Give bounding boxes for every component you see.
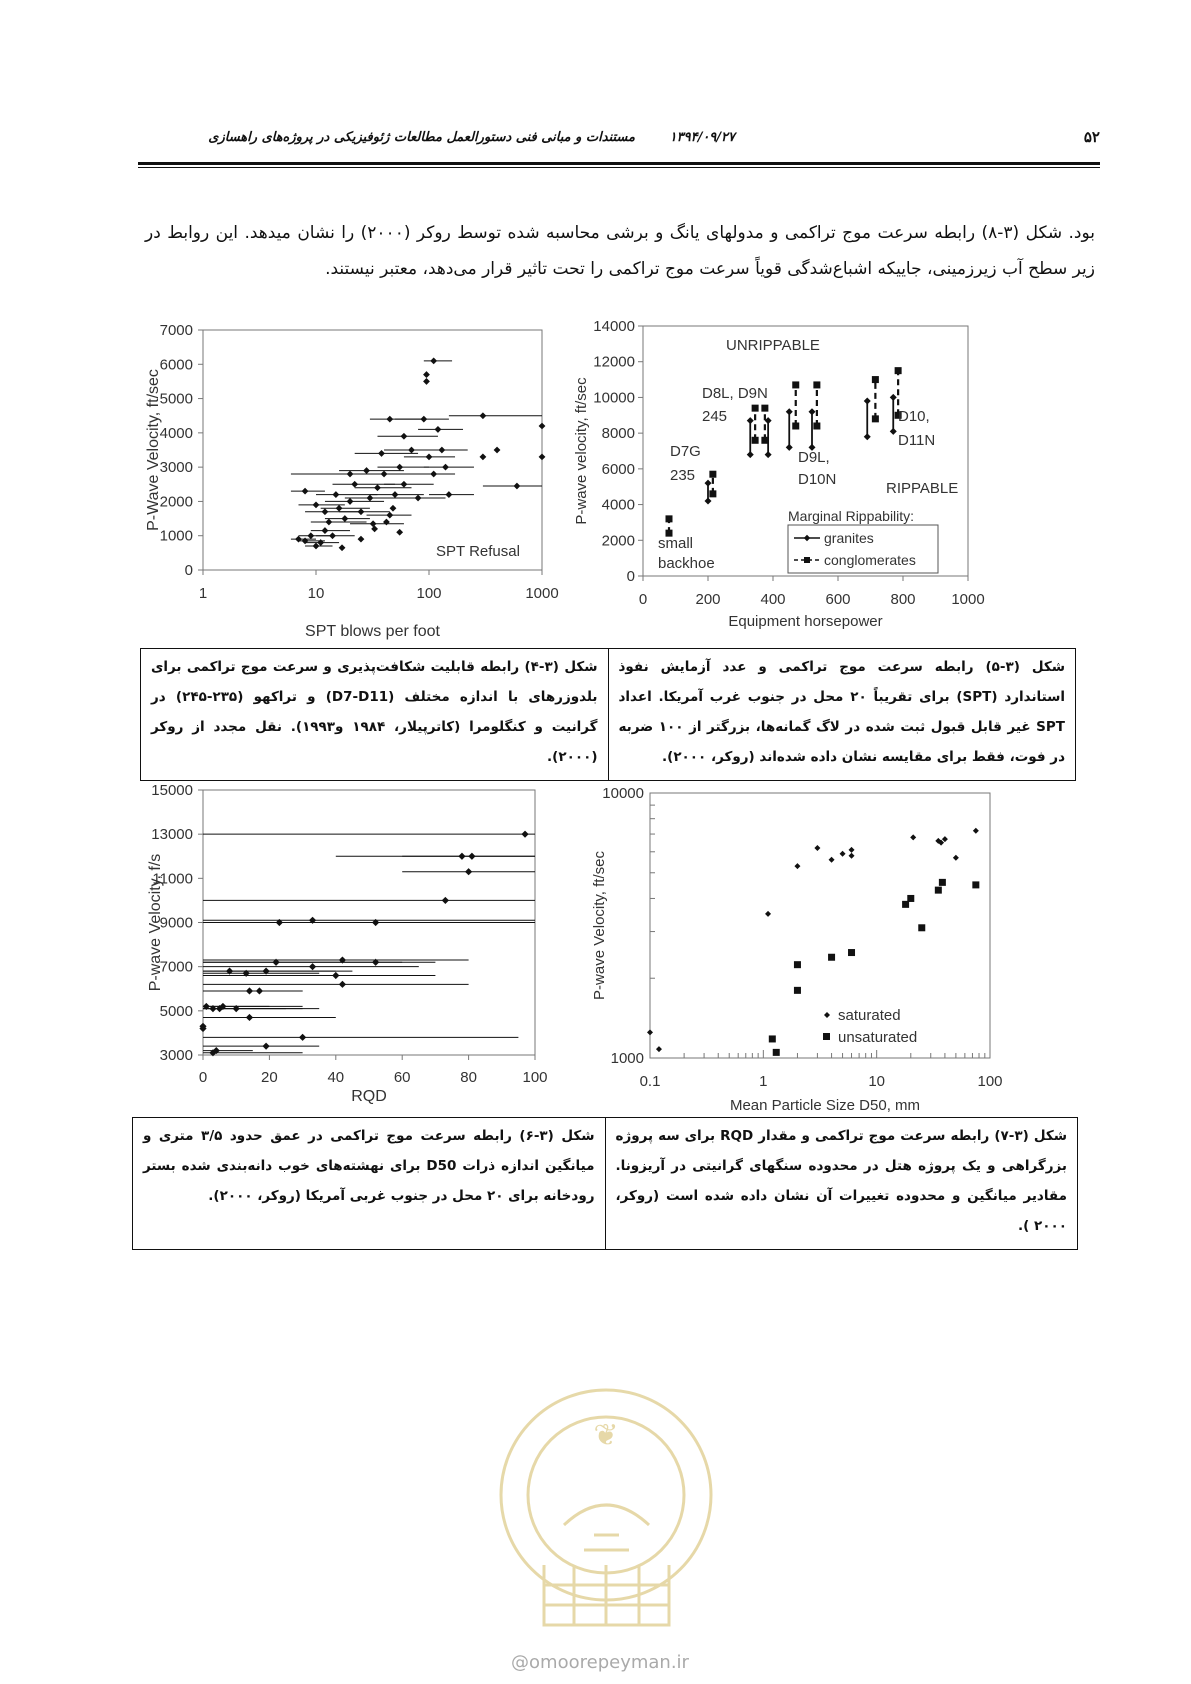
y-axis-label: P-wave velocity, ft/sec	[573, 377, 590, 525]
legend-label-unsaturated: unsaturated	[838, 1029, 918, 1046]
conglomerate-point	[872, 376, 879, 383]
saturated-point	[814, 845, 820, 851]
data-point	[480, 412, 487, 419]
x-tick-label: 80	[460, 1069, 477, 1086]
conglomerate-point	[813, 423, 820, 430]
x-tick-label: 100	[977, 1073, 1003, 1090]
y-tick-label: 11000	[152, 870, 193, 888]
plot-frame	[650, 793, 990, 1058]
data-point	[468, 853, 475, 860]
legend-title: Marginal Rippability:	[788, 508, 915, 524]
y-tick-label: 2000	[601, 532, 635, 550]
conglomerate-point	[792, 381, 799, 388]
chart-label: UNRIPPABLE	[726, 337, 820, 354]
y-tick-label: 0	[626, 568, 635, 585]
chart-label: backhoe	[658, 555, 715, 572]
granite-point	[705, 498, 712, 505]
unsaturated-point	[972, 881, 979, 888]
y-tick-label: 10000	[602, 785, 644, 802]
x-tick-label: 60	[393, 1069, 411, 1086]
granite-point	[864, 433, 871, 440]
conglomerate-point	[872, 415, 879, 422]
y-tick-label: 14000	[593, 318, 635, 335]
y-tick-label: 8000	[601, 425, 635, 443]
y-tick-label: 7000	[159, 958, 193, 976]
data-point	[426, 453, 433, 460]
unsaturated-point	[848, 949, 855, 956]
y-tick-label: 2000	[159, 493, 193, 511]
data-point	[322, 527, 329, 534]
y-tick-label: 13000	[151, 826, 193, 844]
saturated-point	[953, 855, 959, 861]
data-point	[415, 495, 422, 502]
data-point	[341, 515, 348, 522]
legend-marker-unsaturated	[823, 1033, 830, 1040]
caption-fig-3-5: شکل (۳-۵) رابطه سرعت موج تراکمی و عدد آزمایش نفوذ استاندارد (SPT) برای تقریباً ۲۰ محل در جنوب غرب آمریکا. اعداد SPT غیر قابل قبول ثبت شده در لاگ گمانه‌ها، بزرگتر از ۱۰۰ ضربه در فوت، فقط برای مقایسه نشان داده شده‌اند (روکر، ۲۰۰۰).	[608, 649, 1076, 781]
data-point	[363, 467, 370, 474]
saturated-point	[973, 828, 979, 834]
y-tick-label: 3000	[159, 1047, 193, 1064]
y-tick-label: 0	[184, 562, 193, 579]
data-point	[539, 423, 546, 430]
data-point	[256, 987, 263, 994]
unsaturated-point	[935, 887, 942, 894]
y-tick-label: 4000	[159, 424, 193, 442]
unsaturated-point	[939, 879, 946, 886]
y-tick-label: 4000	[601, 496, 635, 514]
data-point	[438, 447, 445, 454]
saturated-point	[849, 853, 855, 859]
data-point	[351, 481, 358, 488]
data-point	[442, 897, 449, 904]
chart-label: 235	[670, 467, 696, 484]
chart-rippability	[573, 318, 1078, 640]
data-point	[332, 972, 339, 979]
granite-point	[705, 480, 712, 487]
y-axis-label: P-Wave Velocity, ft/sec	[145, 369, 162, 531]
data-point	[435, 426, 442, 433]
granite-point	[809, 408, 816, 415]
y-tick-label: 5000	[159, 1002, 193, 1020]
y-tick-label: 6000	[601, 460, 635, 478]
legend-label-conglomerates: conglomerates	[824, 552, 916, 568]
unsaturated-point	[794, 987, 801, 994]
x-tick-label: 100	[522, 1069, 548, 1086]
data-point	[423, 378, 430, 385]
x-tick-label: 10	[868, 1073, 886, 1090]
granite-point	[786, 408, 793, 415]
data-point	[442, 464, 449, 471]
data-point	[430, 471, 437, 478]
data-point	[336, 505, 343, 512]
data-point	[386, 416, 393, 423]
chart-spt-velocity	[140, 318, 570, 650]
caption-fig-3-4: شکل (۳-۴) رابطه قابلیت شکافت‌پذیری و سرعت موج تراکمی برای بلدوزرهای با اندازه مختلف (D7-D11) و تراکهو (۲۳۵-۲۴۵) در گرانیت و کنگلومرا (کاترپیلار، ۱۹۸۴ و۱۹۹۳). نقل مجدد از روکر (۲۰۰۰).	[141, 649, 609, 781]
x-tick-label: 0	[638, 591, 648, 608]
chart-label: small	[658, 535, 694, 552]
conglomerate-point	[709, 490, 716, 497]
y-tick-label: 7000	[159, 322, 193, 339]
granite-point	[786, 444, 793, 451]
y-tick-label: 15000	[151, 782, 193, 799]
conglomerate-point	[895, 367, 902, 374]
y-axis-label: P-wave Velocity, f/s	[147, 853, 164, 992]
chart-label: D9L,	[798, 449, 830, 466]
body-paragraph: بود. شکل (۳-۸) رابطه سرعت موج تراکمی و مدولهای یانگ و برشی محاسبه شده توسط روکر (۲۰۰۰) را نشان میدهد. این روابط در زیر سطح آب زیرزمینی، جاییکه اشباع‌شدگی قویاً سرعت موج تراکمی را تحت تاثیر قرار می‌دهد، معتبر نیستند.	[145, 223, 1095, 279]
page-number: ۵۲	[1083, 128, 1100, 146]
data-point	[358, 508, 365, 515]
x-tick-label: 200	[695, 591, 721, 608]
conglomerate-point	[752, 437, 759, 444]
unsaturated-point	[907, 895, 914, 902]
y-tick-label: 1000	[610, 1050, 644, 1067]
chart-label: RIPPABLE	[886, 480, 959, 497]
data-point	[299, 1034, 306, 1041]
caption-table-2	[132, 1117, 1078, 1250]
chart-label: D7G	[670, 443, 701, 460]
x-tick-label: 20	[261, 1069, 278, 1086]
x-tick-label: 40	[327, 1069, 345, 1086]
data-point	[309, 963, 316, 970]
granite-point	[890, 428, 897, 435]
x-tick-label: 0	[198, 1069, 208, 1086]
data-point	[307, 532, 314, 539]
data-point	[480, 453, 487, 460]
chart-label: D11N	[898, 432, 936, 449]
data-point	[494, 447, 501, 454]
unsaturated-point	[918, 924, 925, 931]
caption-fig-3-6: شکل (۳-۶) رابطه سرعت موج تراکمی در عمق حدود ۳/۵ متری و میانگین اندازه ذرات D50 برای نهشته‌های خوب دانه‌بندی شده بستر رودخانه برای ۲۰ محل در جنوب غربی آمریکا (روکر، ۲۰۰۰).	[133, 1118, 606, 1250]
plot-frame	[203, 330, 542, 570]
saturated-point	[794, 863, 800, 869]
x-axis-label: SPT blows per foot	[305, 623, 440, 640]
x-axis-label: Mean Particle Size D50, mm	[729, 1097, 921, 1114]
saturated-point	[647, 1029, 653, 1035]
data-point	[325, 519, 332, 526]
saturated-point	[910, 834, 916, 840]
data-point	[430, 357, 437, 364]
y-tick-label: 6000	[159, 356, 193, 374]
data-point	[423, 371, 430, 378]
svg-text:❦: ❦	[593, 1418, 619, 1453]
header-rule-thick	[138, 162, 1100, 165]
data-point	[386, 512, 393, 519]
data-point	[408, 447, 415, 454]
header-rule-thin	[138, 167, 1100, 168]
data-point	[465, 868, 472, 875]
data-point	[514, 483, 521, 490]
data-point	[339, 544, 346, 551]
y-tick-label: 1000	[159, 527, 193, 545]
x-tick-label: 1000	[951, 591, 985, 608]
data-point	[295, 536, 302, 543]
unsaturated-point	[769, 1035, 776, 1042]
legend-marker-saturated	[824, 1012, 830, 1018]
data-point	[390, 505, 397, 512]
conglomerate-point	[761, 405, 768, 412]
unsaturated-point	[794, 961, 801, 968]
header-date: ۱۳۹۴/۰۹/۲۷	[669, 130, 735, 145]
granite-point	[765, 451, 772, 458]
chart-label: D8L, D9N	[702, 385, 768, 402]
y-tick-label: 12000	[593, 353, 635, 371]
conglomerate-point	[666, 515, 673, 522]
data-point	[367, 495, 374, 502]
chart-label: D10,	[898, 408, 930, 425]
data-point	[392, 491, 399, 498]
data-point	[358, 536, 365, 543]
saturated-point	[765, 911, 771, 917]
saturated-point	[942, 836, 948, 842]
data-point	[262, 1043, 269, 1050]
x-tick-label: 1000	[525, 585, 559, 602]
unsaturated-point	[773, 1049, 780, 1056]
granite-point	[747, 417, 754, 424]
data-point	[378, 450, 385, 457]
y-tick-label: 3000	[159, 459, 193, 477]
legend-label-saturated: saturated	[838, 1007, 901, 1024]
chart-label: 245	[702, 408, 728, 425]
x-axis-label: RQD	[351, 1088, 387, 1105]
data-point	[521, 831, 528, 838]
caption-fig-3-7: شکل (۳-۷) رابطه سرعت موج تراکمی و مقدار RQD برای سه پروژه بزرگراهی و یک پروژه هتل در محدوده سنگهای گرانیتی در آریزونا. مقادیر میانگین و محدوده تغییرات آن نشان داده شده است (روکر، ۲۰۰۰ ).	[605, 1118, 1078, 1250]
data-point	[313, 501, 320, 508]
x-tick-label: 400	[760, 591, 786, 608]
conglomerate-point	[792, 423, 799, 430]
chart-label: D10N	[798, 471, 837, 488]
x-tick-label: 800	[890, 591, 916, 608]
x-tick-label: 600	[825, 591, 851, 608]
data-point	[322, 508, 329, 515]
saturated-point	[829, 857, 835, 863]
x-tick-label: 1	[198, 585, 208, 602]
chart-rqd-velocity	[140, 775, 580, 1115]
data-point	[302, 488, 309, 495]
granite-point	[864, 398, 871, 405]
x-tick-label: 0.1	[639, 1073, 661, 1090]
y-tick-label: 5000	[159, 390, 193, 408]
y-tick-label: 9000	[159, 914, 193, 932]
caption-table-1	[140, 648, 1076, 781]
conglomerate-point	[709, 471, 716, 478]
data-point	[302, 537, 309, 544]
data-point	[370, 520, 377, 527]
saturated-point	[840, 851, 846, 857]
data-point	[347, 498, 354, 505]
data-point	[371, 525, 378, 532]
page-header	[138, 126, 1100, 152]
header-title: مستندات و مبانی فنی دستورالعمل مطالعات ژئوفیزیکی در پروژه‌های راهسازی	[208, 130, 635, 145]
data-point	[401, 481, 408, 488]
watermark-site: @omoorepeyman.ir	[511, 1652, 689, 1673]
data-point	[396, 464, 403, 471]
data-point	[329, 532, 336, 539]
data-point	[339, 981, 346, 988]
conglomerate-point	[761, 437, 768, 444]
y-axis-label: P-wave Velocity, ft/sec	[591, 851, 608, 1000]
unsaturated-point	[828, 954, 835, 961]
chart-d50-velocity	[591, 775, 1078, 1125]
legend-marker-conglomerates	[804, 557, 810, 563]
watermark-seal-logo	[484, 1375, 729, 1645]
data-point	[401, 433, 408, 440]
data-point	[374, 484, 381, 491]
data-point	[383, 519, 390, 526]
saturated-point	[656, 1046, 662, 1052]
granite-point	[890, 394, 897, 401]
data-point	[445, 491, 452, 498]
y-tick-label: 10000	[593, 389, 635, 407]
data-point	[332, 491, 339, 498]
annotation-spt-refusal: SPT Refusal	[436, 543, 520, 560]
conglomerate-point	[813, 381, 820, 388]
x-axis-label: Equipment horsepower	[728, 613, 883, 630]
saturated-point	[849, 847, 855, 853]
x-tick-label: 100	[416, 585, 442, 602]
x-tick-label: 1	[759, 1073, 768, 1090]
data-point	[246, 1014, 253, 1021]
data-point	[396, 529, 403, 536]
conglomerate-point	[752, 405, 759, 412]
x-tick-label: 10	[307, 585, 325, 602]
data-point	[539, 453, 546, 460]
granite-point	[747, 451, 754, 458]
data-point	[347, 471, 354, 478]
legend-label-granites: granites	[824, 530, 874, 546]
